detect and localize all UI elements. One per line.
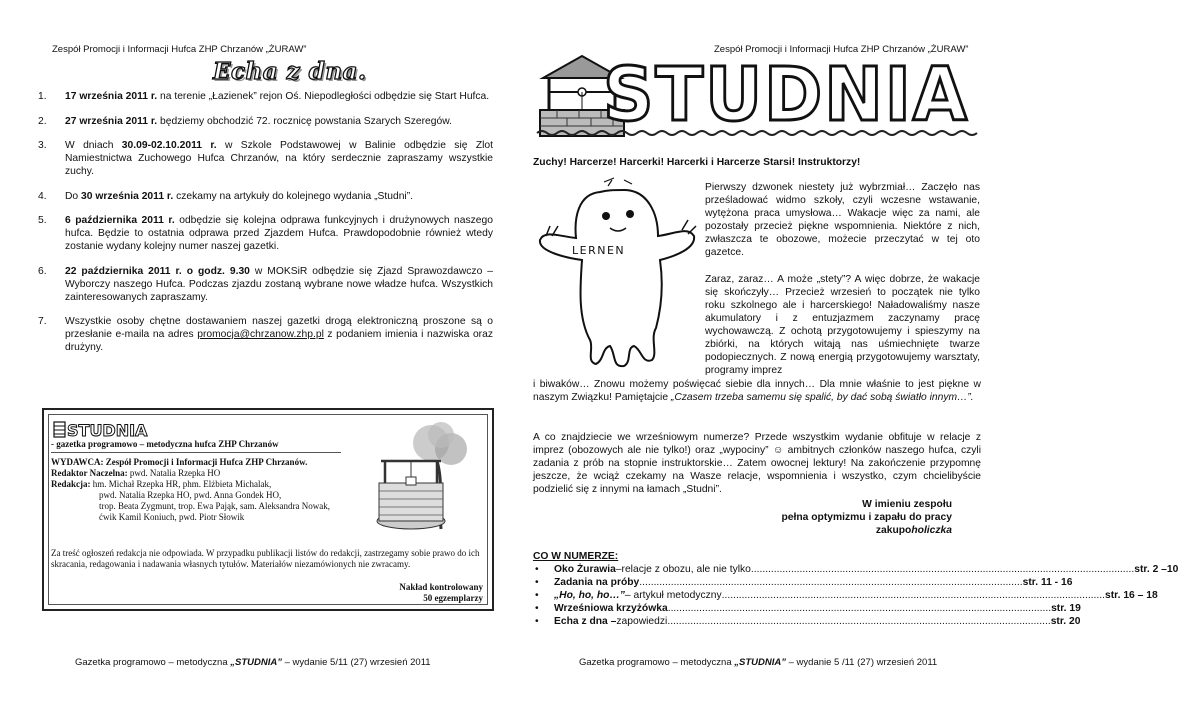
intro-paragraph-2: Zaraz, zaraz… A może „stety”? A więc dobrze, że wakacje się skończyły… Przecież wrzesień to początek nie tylko roku szkolnego ale i harcerskiego! Naładowaliśmy nasze akumulatory i z entuzjazmem zaczynamy pracę wychowawczą. Z ochotą przygotowujemy i spieszymy na zbiórki, na których witają nas uśmiechnięte twarze podopiecznych. Z nową energią przygotowujemy warsztaty, programy imprez	[705, 274, 980, 376]
list-item: 6. 22 października 2011 r. o godz. 9.30 w MOKSiR odbędzie się Zjazd Sprawozdawczo – Wyborczy naszego Hufca. Podczas zjazdu zostaną wybrane nowe władze hufca. Wszystkich zainteresowanych zapraszamy.	[38, 265, 493, 303]
list-item: 4. Do 30 września 2011 r. czekamy na artykuły do kolejnego wydania „Studni”.	[38, 190, 414, 202]
svg-text:STUDNIA: STUDNIA	[67, 421, 148, 440]
masthead-publisher: WYDAWCA: Zespół Promocji i Informacji Hufca ZHP Chrzanów.	[51, 457, 308, 467]
contents-item[interactable]: • Wrześniowa krzyżówka ...................................................................................................................................... str. 19	[533, 602, 981, 615]
left-page	[0, 0, 512, 724]
announcements-list	[38, 90, 493, 366]
signature: W imieniu zespołu pełna optymizmu i zapału do pracy zakupoholiczka	[781, 499, 952, 536]
masthead-subtitle: - gazetka programowo – metodyczna hufca ZHP Chrzanów	[51, 439, 279, 449]
contents-title: CO W NUMERZE:	[533, 551, 619, 562]
masthead-box	[42, 408, 494, 611]
email-link[interactable]: promocja@chrzanow.zhp.pl	[197, 329, 324, 340]
contents-item[interactable]: • Echa z dna – zapowiedzi ...................................................................................................................................... str. 20	[533, 615, 981, 628]
well-tree-illustration	[371, 421, 481, 533]
list-item: 5. 6 października 2011 r. odbędzie się kolejna odprawa funkcyjnych i drużynowych naszego hufca. Będzie to ostatnia odprawa przed Zjazdem Hufca. Prawdopodobnie również wtedy zostanie wydany kolejny numer naszej gazetki.	[38, 215, 493, 252]
list-item: 1. 17 września 2011 r. na terenie „Łazienek” rejon Oś. Niepodległości odbędzie się Start Hufca.	[38, 91, 490, 102]
studnia-title-logo	[603, 52, 973, 138]
studnia-small-logo	[53, 419, 163, 439]
masthead-editor: Redaktor Naczelna: pwd. Natalia Rzepka HO	[51, 468, 221, 478]
left-header: Zespół Promocji i Informacji Hufca ZHP Chrzanów „ŻURAW”	[52, 44, 307, 55]
list-item: 3. W dniach 30.09-02.10.2011 r. w Szkole Podstawowej w Balinie odbędzie się Zlot Namiestnictwa Zuchowego Hufca Chrzanów, na który serdecznie zapraszamy wszystkie zuchy.	[38, 140, 493, 177]
masthead-staff: Redakcja: hm. Michał Rzepka HR, phm. Elżbieta Michalak, pwd. Natalia Rzepka HO, pwd. Anna Gondek HO, trop. Beata Zygmunt, trop. Ewa Pająk, sam. Aleksandra Nowak, ćwik Kamil Koniuch, pwd. Piotr Słowik	[51, 479, 330, 522]
right-footer: Gazetka programowo – metodyczna „STUDNIA” – wydanie 5 /11 (27) wrzesień 2011	[579, 657, 938, 668]
list-item: 2. 27 września 2011 r. będziemy obchodzić 72. rocznicę powstania Szarych Szeregów.	[38, 115, 452, 127]
table-of-contents	[533, 550, 1178, 628]
greeting: Zuchy! Harcerze! Harcerki! Harcerki i Harcerze Starsi! Instruktorzy!	[533, 157, 861, 168]
svg-text:LERNEN: LERNEN	[572, 244, 626, 257]
svg-text:STUDNIA: STUDNIA	[603, 52, 969, 138]
masthead-disclaimer: Za treść ogłoszeń redakcja nie odpowiada. W przypadku publikacji listów do redakcji, zastrzegamy sobie prawo do ich skracania, redagowania i nadawania własnych tytułów. Materiałów niezamówionych nie zwracamy.	[51, 548, 480, 569]
decorative-rule	[537, 129, 977, 137]
contents-item[interactable]: • Oko Żurawia –relacje z obozu, ale nie tylko ...................................................................................................................................... str. 2 –10	[533, 563, 981, 576]
right-header: Zespół Promocji i Informacji Hufca ZHP Chrzanów „ŻURAW”	[714, 44, 969, 55]
left-footer: Gazetka programowo – metodyczna „STUDNIA” – wydanie 5/11 (27) wrzesień 2011	[75, 657, 431, 668]
circulation-label: Nakład kontrolowany	[399, 582, 483, 592]
contents-item[interactable]: • „Ho, ho, ho…” – artykuł metodyczny ...................................................................................................................................... str. 16 – 18	[533, 589, 981, 602]
intro-paragraph-2-cont: i biwaków… Znowu możemy poświęcać siebie dla innych… Dla mnie właśnie to jest piękne w naszym Związku! Pamiętajcie „Czasem trzeba samemu się spalić, by dać sobą światło innym…”.	[533, 379, 981, 403]
echa-title: Echa z dna.	[213, 58, 367, 85]
contents-item[interactable]: • Zadania na próby ...................................................................................................................................... str. 11 - 16	[533, 576, 981, 589]
divider	[51, 452, 341, 453]
list-item: 7. Wszystkie osoby chętne dostawaniem naszej gazetki drogą elektroniczną proszone są o przesłanie e-maila na adres promocja@chrzanow.zhp.pl z podaniem imienia i nazwiska oraz drużyny.	[38, 316, 493, 353]
circulation-count: 50 egzemplarzy	[423, 593, 483, 603]
intro-paragraph-1: Pierwszy dzwonek niestety już wybrzmiał… Zaczęło nas prześladować widmo szkoły, czyli wczesne wstawanie, wytężona praca umysłowa… Wakacje więc za nami, ale pozostały przecież piękne wspomnienia. Niektóre z nich, zwłaszcza te obozowe, możecie przeczytać w tej oto gazetce.	[705, 182, 980, 258]
ghost-illustration	[538, 178, 698, 383]
intro-paragraph-3: A co znajdziecie we wrześniowym numerze? Przede wszystkim wydanie obfituje w relacje z imprez (obozowych ale nie tylko!) oraz „wypociny” ☺ ambitnych członków naszego hufca, czyli zadania z prób na stopnie instruktorskie… Zatem owocnej lektury! Na zakończenie przypomnę jeszcze, że wciąż czekamy na Wasze relacje, wspomnienia i wszystko, czym chcielibyście podzielić się z innymi na łamach „Studni”.	[533, 432, 981, 495]
